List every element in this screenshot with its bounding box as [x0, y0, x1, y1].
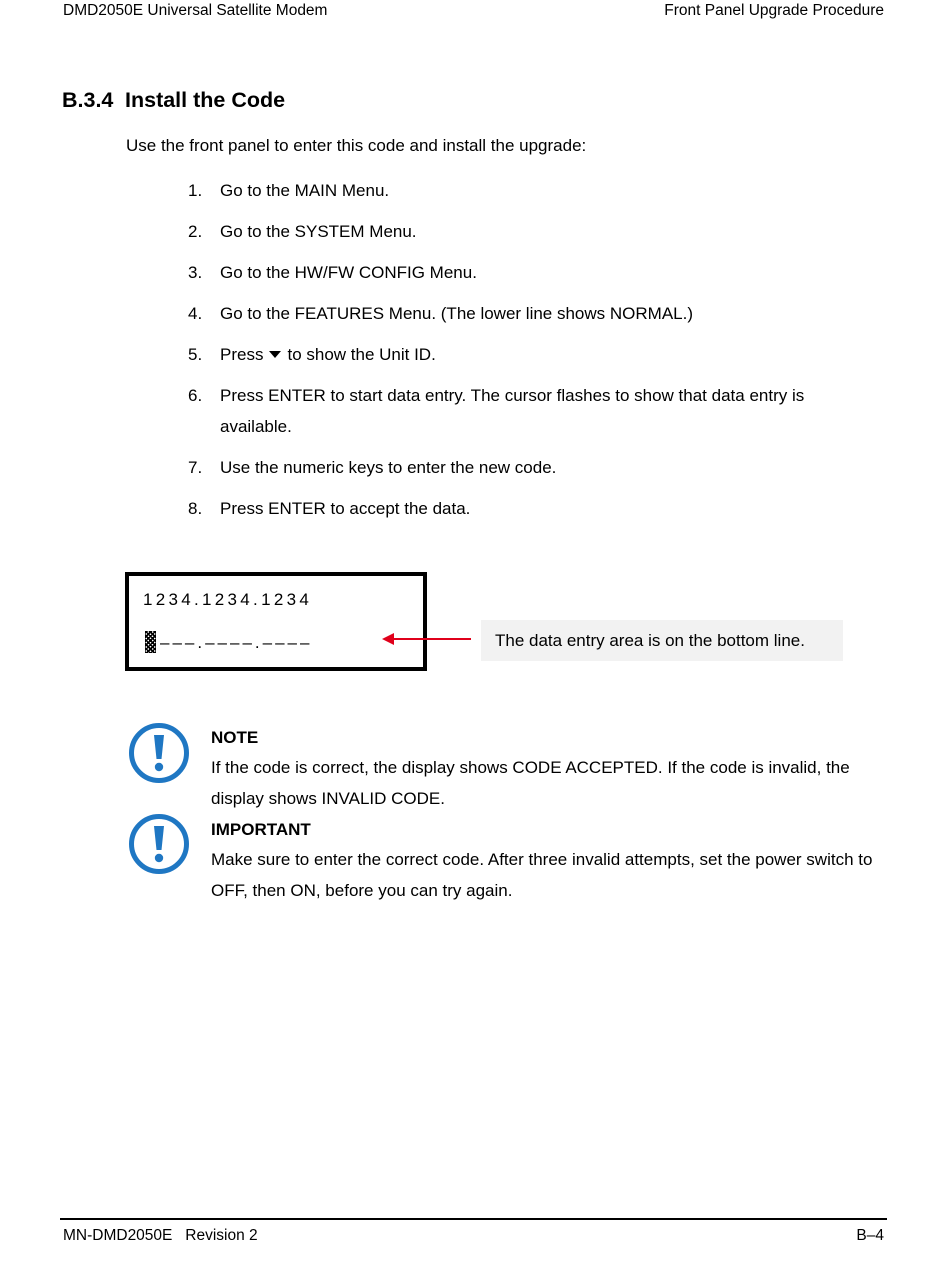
footer-divider	[60, 1218, 887, 1220]
list-item	[188, 176, 848, 207]
note-body: If the code is correct, the display shows CODE ACCEPTED. If the code is invalid, the display shows INVALID CODE.	[211, 758, 850, 808]
step-text: Go to the FEATURES Menu. (The lower line shows NORMAL.)	[220, 304, 694, 323]
exclamation-circle-icon	[128, 813, 190, 875]
lcd-line-2-text: –––.––––.––––	[160, 633, 313, 652]
section-number: B.3.4	[62, 88, 114, 112]
step-text: Press ENTER to accept the data.	[220, 498, 471, 518]
list-item	[188, 299, 848, 330]
exclamation-circle-icon	[128, 722, 190, 784]
step-text: Go to the SYSTEM Menu.	[220, 222, 417, 241]
step-text-before: Press	[220, 345, 264, 364]
step-number: 8.	[188, 498, 203, 518]
note-title: NOTE	[211, 728, 259, 747]
step-number: 2.	[188, 222, 203, 241]
section-title: Install the Code	[125, 88, 286, 112]
intro-paragraph: Use the front panel to enter this code and install the upgrade:	[126, 136, 587, 155]
important-title: IMPORTANT	[211, 820, 311, 839]
step-number: 4.	[188, 304, 203, 323]
list-item	[188, 217, 848, 248]
callout-arrow-line	[392, 638, 471, 640]
step-text: Press ENTER to start data entry. The cursor flashes to show that data entry is available.	[220, 386, 805, 436]
callout-box: The data entry area is on the bottom line.	[481, 620, 843, 661]
step-text: Use the numeric keys to enter the new code.	[220, 457, 557, 477]
step-number: 6.	[188, 386, 203, 405]
footer-doc-id: MN-DMD2050E Revision 2	[63, 1227, 258, 1244]
page-number: B–4	[856, 1227, 884, 1244]
step-text: Go to the HW/FW CONFIG Menu.	[220, 263, 477, 282]
lcd-line-2	[145, 631, 312, 653]
header-section: Front Panel Upgrade Procedure	[664, 2, 884, 19]
step-number: 3.	[188, 263, 203, 282]
lcd-line-1: 1234.1234.1234	[143, 590, 313, 609]
cursor-icon	[145, 631, 156, 653]
important-body: Make sure to enter the correct code. After three invalid attempts, set the power switch to OFF, then ON, before you can try again.	[211, 850, 873, 900]
list-item	[188, 340, 848, 371]
header-title: DMD2050E Universal Satellite Modem	[63, 2, 328, 19]
step-number: 1.	[188, 181, 203, 200]
list-item	[188, 381, 848, 442]
step-text: Go to the MAIN Menu.	[220, 181, 390, 200]
lcd-display	[125, 572, 427, 671]
list-item	[188, 494, 848, 525]
step-number: 5.	[188, 345, 203, 364]
steps-list	[188, 176, 848, 535]
section-heading	[62, 88, 285, 113]
down-arrow-icon	[269, 351, 281, 358]
step-number: 7.	[188, 457, 203, 477]
list-item	[188, 453, 848, 484]
list-item	[188, 258, 848, 289]
arrow-left-icon	[382, 633, 394, 645]
step-text-after: to show the Unit ID.	[287, 345, 436, 364]
